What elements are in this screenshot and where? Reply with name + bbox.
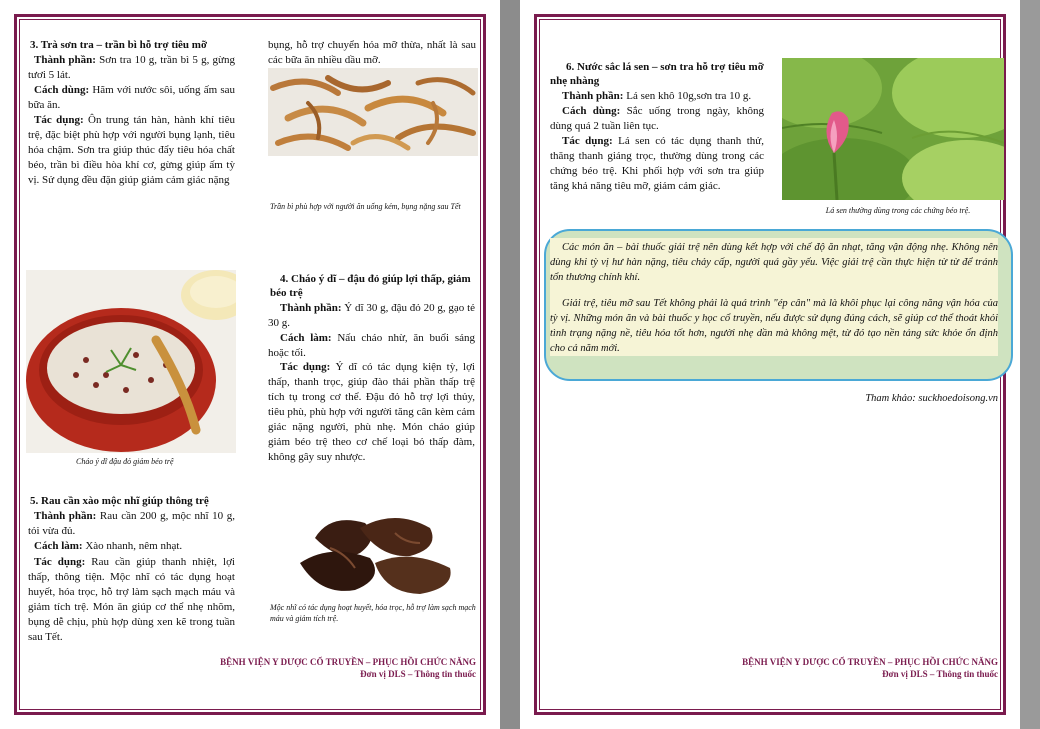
section-5-usage: Cách làm: Xào nhanh, nêm nhạt. xyxy=(34,540,183,552)
section-4-usage: Cách làm: Nấu cháo nhừ, ăn buổi sáng hoặc tối. xyxy=(268,332,476,359)
section-6-title: 6. Nước sắc lá sen – sơn tra hỗ trợ tiêu mỡ nhẹ nhàng xyxy=(550,61,764,87)
lotus-image xyxy=(782,58,1004,200)
section-3-title: 3. Trà sơn tra – trần bì hỗ trợ tiêu mỡ xyxy=(30,39,208,51)
section-5-image-caption: Mộc nhĩ có tác dụng hoạt huyết, hóa trọc, hỗ trợ làm sạch mạch máu và giảm tích trệ. xyxy=(270,603,476,623)
dried-tangerine-peel-image xyxy=(268,68,478,156)
section-4-effect: Tác dụng: Ý dĩ có tác dụng kiện tỳ, lợi thấp, thanh trọc, giúp đào thải phần thấp trệ tích tụ trong cơ thể. Đậu đỏ hỗ trợ lợi thủy, tiêu phù, phù hợp với người tăng cân kèm cảm giác nặng người, phù nhẹ. Món cháo giúp giảm béo trệ theo cơ chế loại bỏ thấp đàm, không gây suy nhược. xyxy=(268,361,475,463)
section-5-title: 5. Rau cần xào mộc nhĩ giúp thông trệ xyxy=(30,495,209,507)
section-5-effect: Tác dụng: Rau cần giúp thanh nhiệt, lợi thấp, thông tiện. Mộc nhĩ có tác dụng hoạt huyết, hóa trọc, hỗ trợ làm sạch mạch máu và giảm tích trệ. Món ăn giúp cơ thể nhẹ nhõm, bụng dễ chịu, phù hợp dùng xen kẽ trong tuần sau Tết. xyxy=(28,556,235,643)
section-3-usage: Cách dùng: Hãm với nước sôi, uống ấm sau bữa ăn. xyxy=(28,84,235,111)
footer-hospital-name: BỆNH VIỆN Y DƯỢC CỔ TRUYỀN – PHỤC HỒI CHỨC NĂNG xyxy=(220,657,476,667)
page-gap xyxy=(500,0,520,729)
footer-hospital-name: BỆNH VIỆN Y DƯỢC CỔ TRUYỀN – PHỤC HỒI CHỨC NĂNG xyxy=(742,657,998,667)
footer-left xyxy=(120,656,476,680)
section-3-image-caption: Trần bì phù hợp với người ăn uống kém, bụng nặng sau Tết xyxy=(270,202,461,211)
section-3-effect-continued: bụng, hỗ trợ chuyển hóa mỡ thừa, nhất là sau các bữa ăn nhiều dầu mỡ. xyxy=(268,39,476,66)
section-3-ingredients: Thành phần: Sơn tra 10 g, trần bì 5 g, gừng tươi 5 lát. xyxy=(28,54,235,81)
section-6-ingredients: Thành phần: Lá sen khô 10g,sơn tra 10 g. xyxy=(562,90,752,102)
reference-source: Tham khảo: suckhoedoisong.vn xyxy=(865,393,998,404)
note-paragraph-2: Giải trệ, tiêu mỡ sau Tết không phải là quá trình "ép cân" mà là khôi phục lại công năng vận hóa của tỳ vị. Những món ăn và bài thuốc y học cổ truyền, nếu được sử dụng đúng cách, sẽ giúp cơ thể thoát khỏi tình trạng nặng nề, tiêu hóa tốt hơn, người nhẹ dần mà không mệt, từ đó tạo nền tảng sức khỏe ổn định cho cả năm mới. xyxy=(550,298,998,354)
section-4-image-caption: Cháo ý dĩ đậu đỏ giảm béo trệ xyxy=(76,457,174,466)
footer-unit-name: Đơn vị DLS – Thông tin thuốc xyxy=(360,669,476,679)
wood-ear-mushroom-image xyxy=(270,508,476,600)
footer-unit-name: Đơn vị DLS – Thông tin thuốc xyxy=(882,669,998,679)
section-6-usage: Cách dùng: Sắc uống trong ngày, không dùng quá 2 tuần liên tục. xyxy=(550,105,764,132)
section-6-effect: Tác dụng: Lá sen có tác dụng thanh thử, thăng thanh giáng trọc, thường dùng trong các chứng béo trệ. Khi phối hợp với sơn tra giúp tăng khả năng tiêu mỡ, giảm cảm giác. xyxy=(550,135,764,192)
section-6-image-caption: Lá sen thường dùng trong các chứng béo trệ. xyxy=(825,206,971,215)
section-3-effect: Tác dụng: Ôn trung tán hàn, hành khí tiêu trệ, đặc biệt phù hợp với người bụng lạnh, tiêu hóa chậm. Sơn tra giúp thúc đẩy tiêu hóa chất béo, trần bì điều hòa khí cơ, gừng giúp ấm tỳ vị. Sử dụng đều đặn giúp giảm cảm giác nặng xyxy=(28,114,235,186)
note-paragraph-1: Các món ăn – bài thuốc giải trệ nên dùng kết hợp với chế độ ăn nhạt, tăng vận động nhẹ. Không nên dùng khi tỳ vị hư hàn nặng, tiêu chảy cấp, người quá gầy yếu. Việc giải trệ cần thực hiện từ từ để tránh tổn thương chính khí. xyxy=(550,242,998,283)
section-4-title: 4. Cháo ý dĩ – đậu đỏ giúp lợi thấp, giảm béo trệ xyxy=(270,273,471,299)
red-bean-porridge-image xyxy=(26,270,236,453)
document-page-left xyxy=(0,0,500,729)
footer-right xyxy=(640,656,998,680)
section-5-ingredients: Thành phần: Rau cần 200 g, mộc nhĩ 10 g, tỏi vừa đủ. xyxy=(28,510,235,537)
section-4-ingredients: Thành phần: Ý dĩ 30 g, đậu đỏ 20 g, gạo tẻ 30 g. xyxy=(268,302,476,329)
